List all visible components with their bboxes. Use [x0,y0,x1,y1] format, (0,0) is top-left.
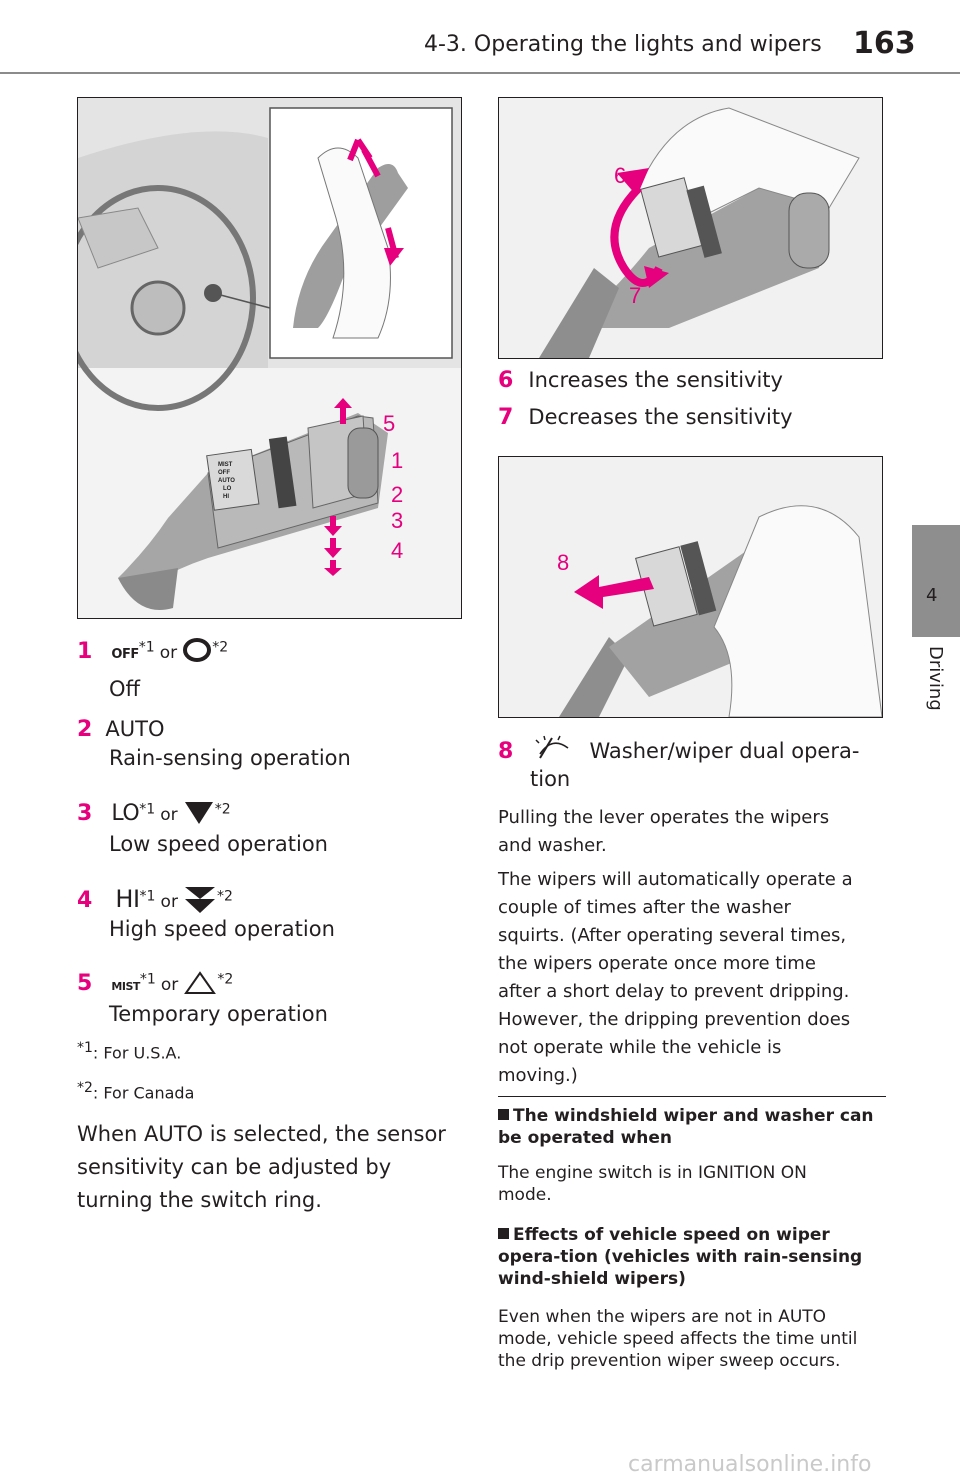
item-5-desc: Temporary operation [109,1002,328,1026]
low-speed-triangle-icon [183,800,215,826]
item-3: 3 LO*1 or *2 [77,801,231,826]
wiper-lever-illustration [77,97,462,619]
item-2: 2 AUTO [77,717,165,742]
washer-pull-drawing [499,457,882,717]
mist-triangle-icon [183,970,217,996]
item-4: 4 HI*1 or *2 [77,885,233,913]
chapter-number: 4 [926,585,938,606]
item-3-desc: Low speed operation [109,832,328,856]
note-1-title: The windshield wiper and washer can be operated when [498,1106,874,1148]
callout-7: 7 [629,283,642,308]
svg-text:OFF: OFF [218,470,230,476]
off-icon: OFF [111,647,139,662]
callout-4: 4 [391,538,404,563]
lo-icon: LO [111,801,140,826]
note-1-text: The engine switch is in IGNITION ON mode. [498,1163,807,1205]
sensitivity-ring-drawing [499,98,882,358]
circle-off-icon [182,638,212,662]
high-speed-double-triangle-icon [183,885,217,915]
section-header-title: 4-3. Operating the lights and wipers [424,32,822,57]
chapter-tab [912,525,960,637]
svg-text:HI: HI [223,494,229,500]
watermark: carmanualsonline.info [628,1452,872,1477]
hi-icon: HI [115,885,140,913]
item-6: 6 Increases the sensitivity [498,368,783,393]
callout-3: 3 [391,508,404,533]
item-1: 1 OFF*1 or *2 [77,639,229,664]
washer-paragraph-1: Pulling the lever operates the wipers and washer. [498,807,830,856]
item-2-desc: Rain-sensing operation [109,746,351,770]
washer-wiper-icon [534,734,574,762]
footnote-1: *1: For U.S.A. [77,1040,182,1063]
wiper-lever-drawing [78,98,461,618]
callout-2: 2 [391,482,404,507]
callout-6: 6 [614,163,627,188]
item-8: 8 Washer/wiper dual opera- [498,734,859,764]
svg-text:AUTO: AUTO [218,478,235,484]
callout-5: 5 [383,411,396,436]
item-7: 7 Decreases the sensitivity [498,405,793,430]
notes-divider [498,1096,886,1097]
callout-1: 1 [391,448,404,473]
auto-sensitivity-paragraph: When AUTO is selected, the sensor sensitivity can be adjusted by turning the switch ring. [77,1122,446,1212]
washer-paragraph-2: The wipers will automatically operate a couple of times after the washer squirts. (After operating several times, the wipers operate once more time after a short delay to prevent dripping. However, the dripping prevention does not operate while the vehicle is moving.) [498,869,853,1086]
item-5: 5 MIST*1 or *2 [77,971,234,996]
bullet-square-icon [498,1228,509,1239]
item-1-desc: Off [109,677,140,701]
chapter-label: Driving [925,646,946,711]
mist-icon: MIST [111,980,140,993]
bullet-square-icon [498,1109,509,1120]
page-number: 163 [853,26,916,61]
svg-text:LO: LO [223,486,232,492]
washer-pull-illustration [498,456,883,718]
note-2-title: Effects of vehicle speed on wiper opera-tion (vehicles with rain-sensing wind-shield wipers) [498,1225,863,1289]
note-2-text: Even when the wipers are not in AUTO mode, vehicle speed affects the time until the drip prevention wiper sweep occurs. [498,1307,858,1371]
callout-8: 8 [557,550,570,575]
header-divider [0,72,960,74]
footnote-2: *2: For Canada [77,1080,195,1103]
sensitivity-ring-illustration [498,97,883,359]
svg-text:MIST: MIST [218,462,233,468]
item-8-line2: tion [530,767,571,791]
item-4-desc: High speed operation [109,917,335,941]
